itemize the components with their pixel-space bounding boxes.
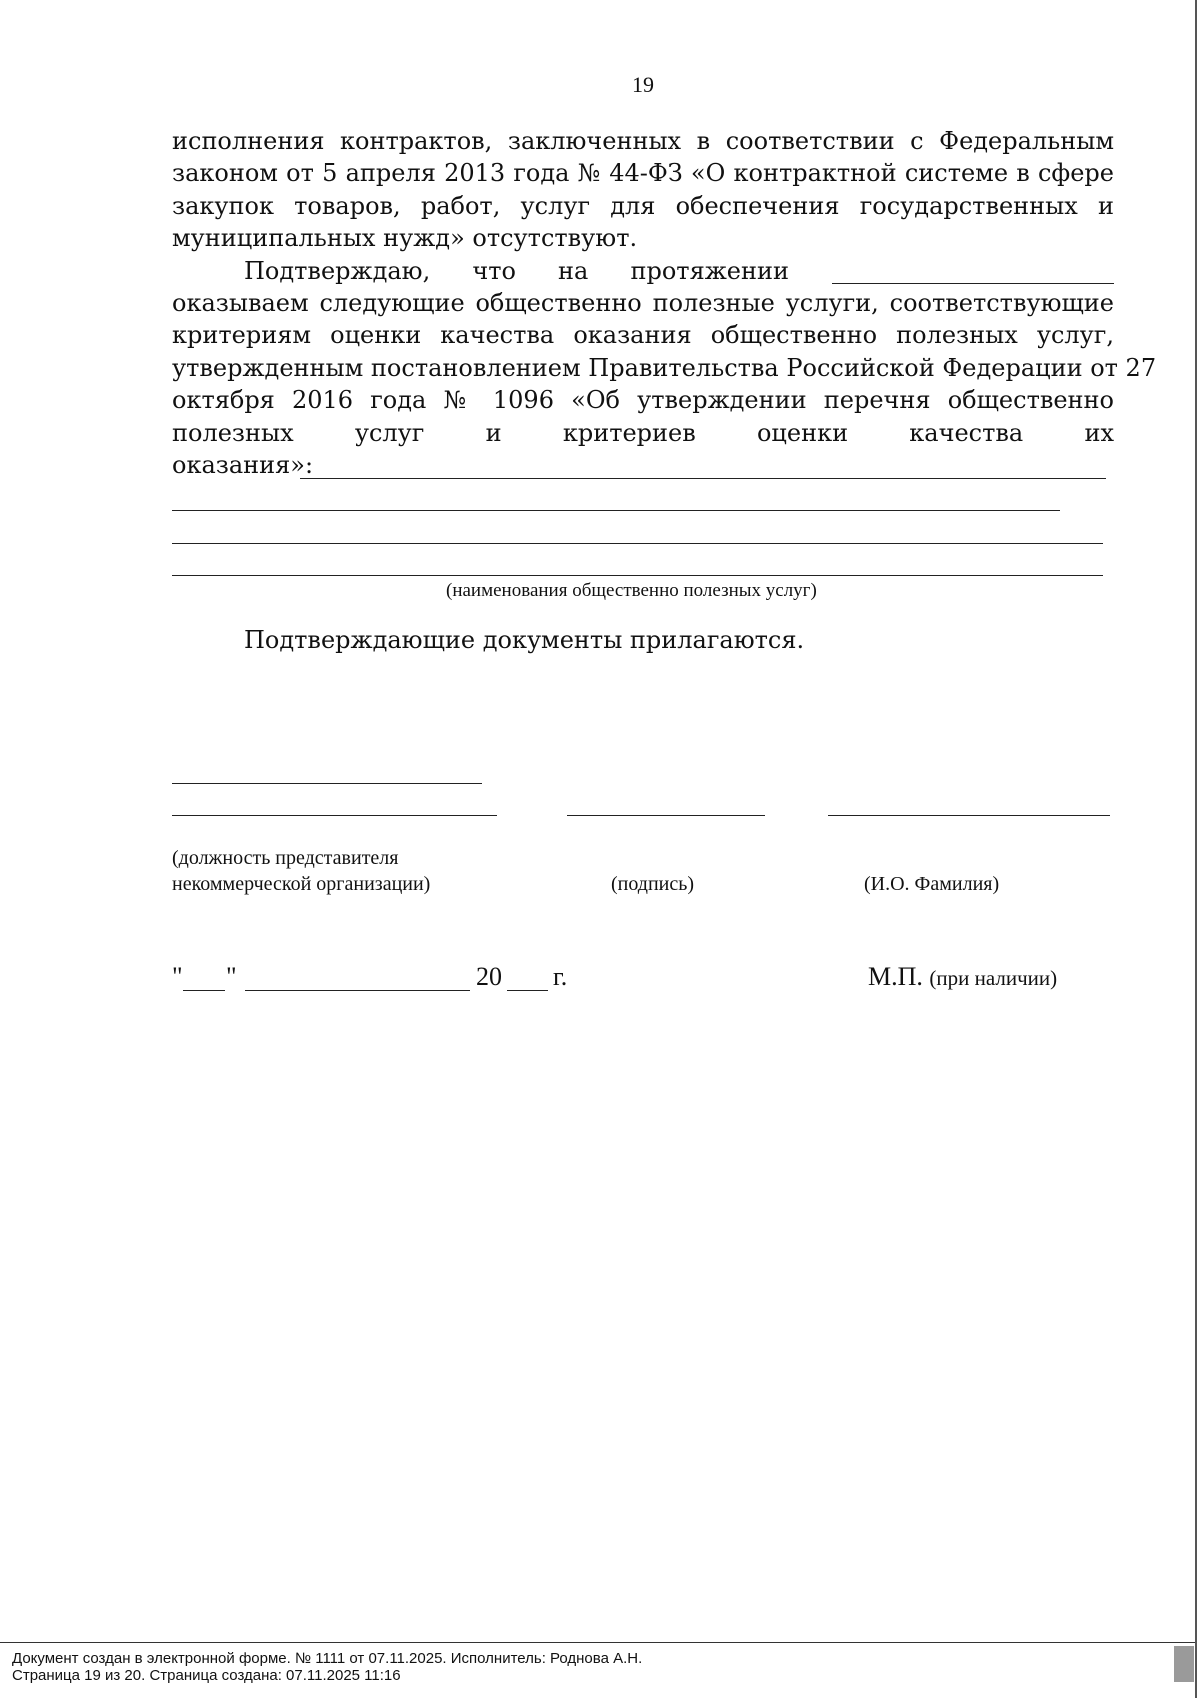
services-blank-line-2 bbox=[172, 510, 1060, 511]
services-caption: (наименования общественно полезных услуг) bbox=[446, 580, 817, 601]
date-year-blank bbox=[507, 990, 548, 991]
paragraph1-line-4: муниципальных нужд» отсутствуют. bbox=[172, 224, 638, 252]
name-caption: (И.О. Фамилия) bbox=[864, 873, 1000, 895]
stamp-label: М.П. bbox=[868, 962, 923, 991]
name-blank-line bbox=[828, 815, 1110, 816]
services-blank-line-4 bbox=[172, 575, 1103, 576]
page-number: 19 bbox=[632, 72, 654, 97]
paragraph1-line-3: закупок товаров, работ, услуг для обеспечения государственных и bbox=[172, 192, 1114, 220]
services-blank-line-3 bbox=[172, 543, 1103, 544]
services-blank-line-1 bbox=[300, 478, 1106, 479]
signature-blank-line-extra bbox=[172, 783, 482, 784]
position-blank-line bbox=[172, 815, 497, 816]
paragraph2-line-4: утвержденным постановлением Правительства Российской Федерации от 27 bbox=[172, 354, 1157, 382]
paragraph1-line-1: исполнения контрактов, заключенных в соответствии с Федеральным bbox=[172, 127, 1114, 155]
paragraph1-line-2: законом от 5 апреля 2013 года № 44-ФЗ «О контрактной системе в сфере bbox=[172, 159, 1114, 187]
paragraph2-line-6: полезных услуг и критериев оценки качества их bbox=[172, 419, 1114, 447]
paragraph2-line-3: критериям оценки качества оказания общественно полезных услуг, bbox=[172, 321, 1114, 349]
documents-attached-text: Подтверждающие документы прилагаются. bbox=[244, 626, 805, 654]
stamp-note: (при наличии) bbox=[929, 966, 1058, 990]
paragraph2-first-line: Подтверждаю, что на протяжении bbox=[244, 257, 789, 285]
date-year-suffix: г. bbox=[553, 962, 568, 991]
signature-caption: (подпись) bbox=[611, 873, 695, 895]
date-quote-close: " bbox=[226, 962, 237, 991]
stamp-place bbox=[868, 962, 1057, 992]
paragraph2-last-line: оказания»: bbox=[172, 451, 314, 479]
date-quote-open: " bbox=[172, 962, 183, 991]
position-caption-line-1: (должность представителя bbox=[172, 847, 399, 869]
date-month-blank bbox=[245, 990, 470, 991]
paragraph2-line-2: оказываем следующие общественно полезные услуги, соответствующие bbox=[172, 289, 1114, 317]
emblem-icon bbox=[1174, 1646, 1194, 1682]
page-edge bbox=[1195, 0, 1197, 1698]
footer-rule bbox=[0, 1642, 1195, 1643]
footer-line-1: Документ создан в электронной форме. № 1111 от 07.11.2025. Исполнитель: Роднова А.Н. bbox=[12, 1650, 643, 1667]
period-blank-line bbox=[832, 283, 1114, 284]
position-caption-line-2: некоммерческой организации) bbox=[172, 873, 431, 895]
signature-blank-line bbox=[567, 815, 765, 816]
footer-line-2: Страница 19 из 20. Страница создана: 07.11.2025 11:16 bbox=[12, 1667, 401, 1684]
date-day-blank bbox=[183, 990, 225, 991]
paragraph2-line-5: октября 2016 года № 1096 «Об утверждении перечня общественно bbox=[172, 386, 1114, 414]
date-year-prefix: 20 bbox=[476, 962, 502, 991]
